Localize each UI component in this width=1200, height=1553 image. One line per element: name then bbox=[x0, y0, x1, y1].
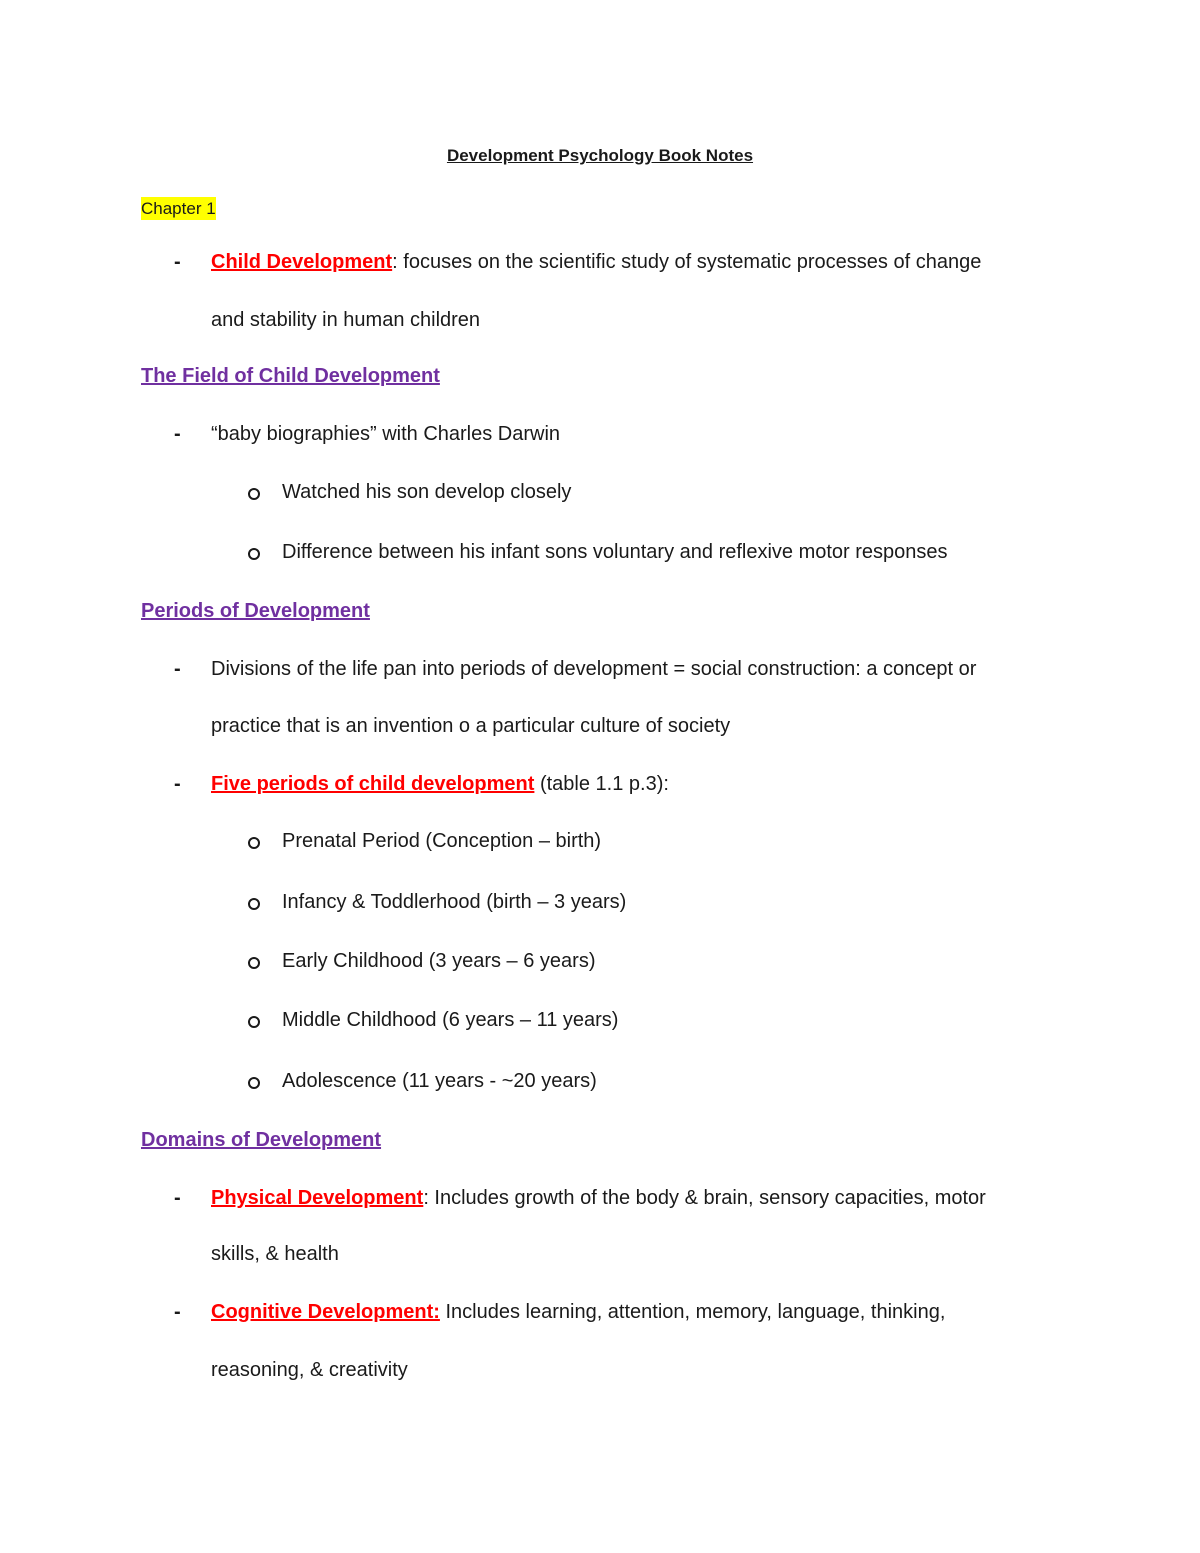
sub-bullet-circle-icon bbox=[248, 898, 260, 910]
field-sub-bullet-2: Difference between his infant sons voluntary and reflexive motor responses bbox=[282, 541, 948, 563]
period-item-early-childhood: Early Childhood (3 years – 6 years) bbox=[282, 950, 596, 972]
period-item-adolescence: Adolescence (11 years - ~20 years) bbox=[282, 1070, 597, 1092]
period-item-prenatal: Prenatal Period (Conception – birth) bbox=[282, 830, 602, 852]
periods-bullet-1-line2: practice that is an invention o a particular culture of society bbox=[211, 715, 731, 737]
bullet-dash: - bbox=[174, 1301, 181, 1323]
bullet-dash: - bbox=[174, 423, 181, 445]
section-heading-field: The Field of Child Development bbox=[141, 365, 440, 387]
chapter-highlight: Chapter 1 bbox=[141, 199, 216, 218]
field-bullet-baby-biographies: “baby biographies” with Charles Darwin bbox=[211, 423, 561, 445]
sub-bullet-circle-icon bbox=[248, 837, 260, 849]
definition-text-line2: and stability in human children bbox=[211, 309, 481, 331]
physical-text-line1: Includes growth of the body & brain, sensory capacities, motor bbox=[428, 1187, 986, 1209]
periods-bullet-2 bbox=[211, 770, 669, 798]
term-child-development: Child Development bbox=[211, 251, 393, 273]
physical-colon: : bbox=[423, 1187, 429, 1209]
sub-bullet-circle-icon bbox=[248, 488, 260, 500]
bullet-dash: - bbox=[174, 773, 181, 795]
periods-bullet-1-line1: Divisions of the life pan into periods of development = social construction: a concept or bbox=[211, 658, 977, 680]
sub-bullet-circle-icon bbox=[248, 1016, 260, 1028]
document-title: Development Psychology Book Notes bbox=[446, 146, 754, 165]
section-heading-periods: Periods of Development bbox=[141, 600, 370, 622]
section-heading-domains: Domains of Development bbox=[141, 1129, 382, 1151]
field-sub-bullet-1: Watched his son develop closely bbox=[282, 481, 572, 503]
periods-bullet-2-rest: (table 1.1 p.3): bbox=[534, 773, 669, 795]
sub-bullet-circle-icon bbox=[248, 548, 260, 560]
period-item-infancy: Infancy & Toddlerhood (birth – 3 years) bbox=[282, 891, 627, 913]
definition-text-line1: focuses on the scientific study of systematic processes of change bbox=[397, 251, 982, 273]
sub-bullet-circle-icon bbox=[248, 1077, 260, 1089]
term-five-periods: Five periods of child development bbox=[211, 773, 535, 795]
domain-cognitive-line2: reasoning, & creativity bbox=[211, 1359, 408, 1381]
domain-cognitive-line1 bbox=[211, 1298, 945, 1326]
bullet-dash: - bbox=[174, 658, 181, 680]
period-item-middle-childhood: Middle Childhood (6 years – 11 years) bbox=[282, 1009, 619, 1031]
bullet-dash: - bbox=[174, 251, 181, 273]
domain-physical-line2: skills, & health bbox=[211, 1243, 339, 1265]
term-cognitive-development: Cognitive Development: bbox=[211, 1301, 440, 1323]
bullet-dash: - bbox=[174, 1187, 181, 1209]
cognitive-text-line1: Includes learning, attention, memory, language, thinking, bbox=[439, 1301, 946, 1323]
domain-physical-line1 bbox=[211, 1184, 986, 1212]
sub-bullet-circle-icon bbox=[248, 957, 260, 969]
term-physical-development: Physical Development bbox=[211, 1187, 424, 1209]
definition-child-development bbox=[211, 248, 981, 276]
term-colon: : bbox=[392, 251, 398, 273]
chapter-label bbox=[141, 195, 216, 223]
